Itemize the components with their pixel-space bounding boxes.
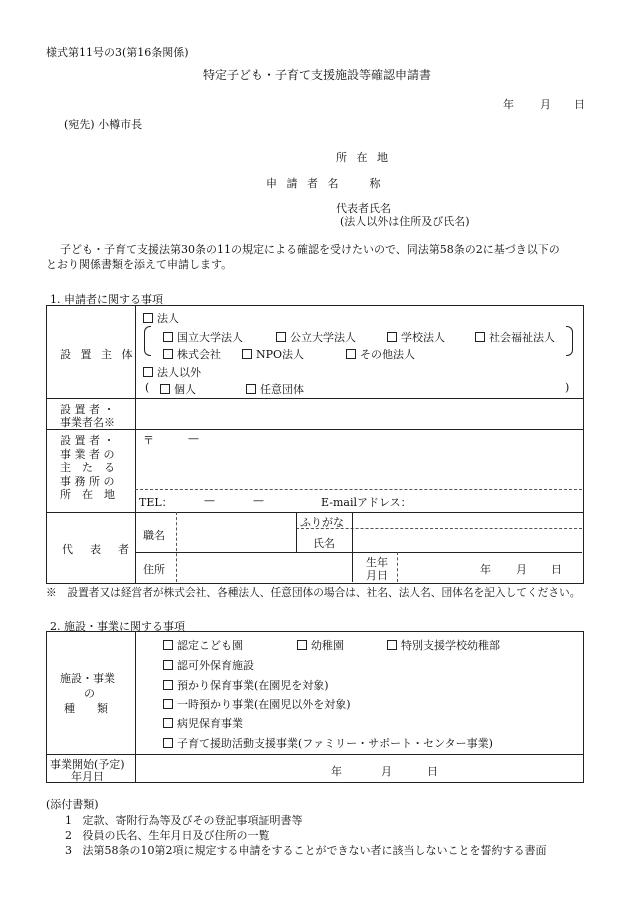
hojin-shakai[interactable]: 社会福祉法人	[475, 329, 555, 345]
checkbox-icon	[475, 332, 485, 342]
start-label-2: 年月日	[71, 770, 104, 783]
date-day: 日	[574, 98, 585, 111]
birth-month: 月	[516, 563, 527, 576]
address-label: 住所	[143, 563, 165, 576]
section1-heading: 1. 申請者に関する事項	[50, 293, 163, 306]
checkbox-icon	[246, 384, 256, 394]
applicant-name-label: 申 請 者 名 称	[266, 177, 384, 190]
office-label: 設 置 者 ・ 事 業 者 の 主 た る 事 務 所 の 所 在 地	[60, 434, 115, 501]
date-month: 月	[540, 98, 551, 111]
intro-line-2: とおり関係書類を添えて申請します。	[46, 258, 233, 271]
hojin-npo[interactable]: NPO法人	[242, 346, 304, 362]
checkbox-icon	[163, 718, 173, 728]
position-label: 職名	[143, 529, 165, 542]
start-month: 月	[381, 765, 392, 778]
attachment-item-1: 1 定款、寄附行為等及びその登記事項証明書等	[65, 814, 303, 827]
intro-line-1: 子ども・子育て支援法第30条の11の規定による確認を受けたいので、同法第58条の2に基づき以下の	[60, 243, 560, 256]
start-year: 年	[331, 765, 342, 778]
page-title: 特定子ども・子育て支援施設等確認申請書	[203, 68, 432, 82]
type-ninkagai[interactable]: 認可外保育施設	[163, 657, 254, 673]
type-byoji[interactable]: 病児保育事業	[163, 715, 243, 731]
postal-mark: 〒	[143, 434, 154, 447]
note: ※ 設置者又は経営者が株式会社、各種法人、任意団体の場合は、社名、法人名、団体名を記入してください。	[46, 586, 581, 599]
birth-label-2: 月日	[366, 569, 388, 582]
addressee: (宛先) 小樽市長	[64, 118, 143, 131]
checkbox-icon	[163, 640, 173, 650]
attachments-heading: (添付書類)	[46, 798, 99, 811]
type-yochien[interactable]: 幼稚園	[297, 637, 344, 653]
attachment-item-2: 2 役員の氏名、生年月日及び住所の一覧	[65, 829, 270, 842]
left-bracket	[144, 326, 151, 356]
checkbox-icon	[163, 680, 173, 690]
type-tokubetsu[interactable]: 特別支援学校幼稚部	[387, 637, 500, 653]
email-label: E-mailアドレス：	[321, 496, 412, 509]
igai-open-paren: (	[145, 381, 150, 394]
hojin-other[interactable]: その他法人	[346, 346, 415, 362]
name-label: 氏名	[313, 537, 335, 550]
hojin-igai-checkbox[interactable]: 法人以外	[143, 364, 201, 380]
applicant-address-label: 所 在 地	[336, 151, 391, 164]
type-ichiji[interactable]: 一時預かり事業(在園児以外を対象)	[163, 696, 351, 712]
type-kodomoen[interactable]: 認定こども園	[163, 637, 243, 653]
hojin-gakko[interactable]: 学校法人	[387, 329, 445, 345]
checkbox-icon	[163, 699, 173, 709]
postal-dash: —	[188, 432, 199, 445]
checkbox-icon	[163, 349, 173, 359]
date-year: 年	[503, 98, 514, 111]
tel-dash-2: —	[253, 494, 264, 507]
start-label-1: 事業開始(予定)	[50, 758, 125, 771]
type-label-2: の	[84, 687, 95, 700]
operator-name-label-2: 事業者名※	[60, 416, 115, 429]
start-day: 日	[427, 765, 438, 778]
form-number: 様式第11号の3(第16条関係)	[46, 46, 189, 59]
igai-nini[interactable]: 任意団体	[246, 381, 304, 397]
checkbox-icon	[163, 332, 173, 342]
type-label-3: 種 類	[64, 702, 108, 715]
right-bracket	[566, 326, 573, 356]
igai-close-paren: )	[565, 381, 570, 394]
birth-year: 年	[480, 563, 491, 576]
hojin-kokuritsu[interactable]: 国立大学法人	[163, 329, 243, 345]
hojin-kabushiki[interactable]: 株式会社	[163, 346, 221, 362]
attachment-item-3: 3 法第58条の10第2項に規定する申請をすることができない者に該当しないことを誓約する書面	[65, 844, 547, 857]
checkbox-icon	[387, 332, 397, 342]
section2-heading: 2. 施設・事業に関する事項	[50, 620, 185, 633]
checkbox-icon	[276, 332, 286, 342]
checkbox-icon	[387, 640, 397, 650]
hojin-checkbox[interactable]: 法人	[143, 310, 179, 326]
igai-kojin[interactable]: 個人	[160, 381, 196, 397]
birth-label-1: 生年	[366, 556, 388, 569]
type-label-1: 施設・事業	[60, 672, 115, 685]
tel-dash-1: —	[204, 494, 215, 507]
checkbox-icon	[163, 738, 173, 748]
type-azukari[interactable]: 預かり保育事業(在園児を対象)	[163, 677, 329, 693]
checkbox-icon	[242, 349, 252, 359]
checkbox-icon	[163, 660, 173, 670]
operator-name-label-1: 設 置 者 ・	[60, 403, 115, 416]
checkbox-icon	[143, 367, 153, 377]
hojin-koritsu[interactable]: 公立大学法人	[276, 329, 356, 345]
applicant-rep-label: 代表者氏名	[336, 202, 391, 215]
setchi-label: 設 置 主 体	[60, 348, 136, 361]
checkbox-icon	[143, 313, 153, 323]
type-family-support[interactable]: 子育て援助活動支援事業(ファミリー・サポート・センター事業)	[163, 735, 493, 751]
applicant-rep-note: (法人以外は住所及び氏名)	[340, 215, 470, 228]
birth-day: 日	[551, 563, 562, 576]
checkbox-icon	[160, 384, 170, 394]
tel-label: TEL：	[139, 496, 173, 509]
checkbox-icon	[297, 640, 307, 650]
furigana-label: ふりがな	[300, 516, 344, 529]
checkbox-icon	[346, 349, 356, 359]
rep-label: 代 表 者	[62, 543, 132, 556]
